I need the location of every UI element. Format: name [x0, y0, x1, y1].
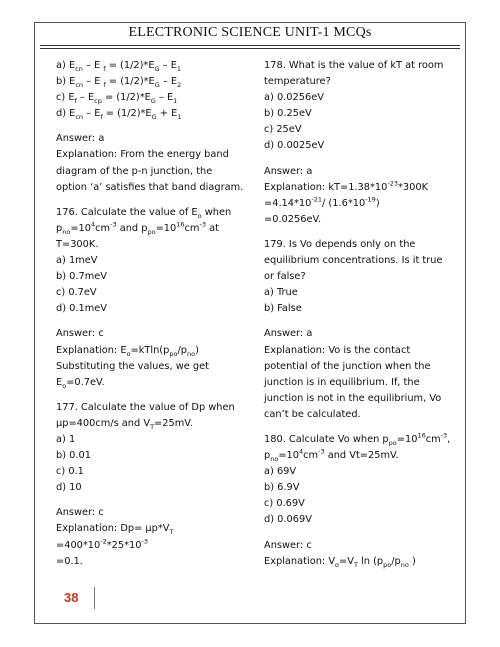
question-178: 178. What is the value of kT at room: [264, 60, 444, 71]
answer-line: Answer: a: [264, 328, 313, 340]
header-rule: [40, 45, 460, 46]
answer-line: Answer: a: [264, 165, 313, 177]
option-line: b) 0.25eV: [264, 108, 312, 120]
header-rule-thin: [40, 48, 460, 49]
explanation-line: Explanation: Vo is the contact: [264, 344, 411, 356]
option-line: b) 6.9V: [264, 482, 300, 494]
explanation-line: option ‘a’ satisfies that band diagram.: [56, 181, 244, 193]
explanation-line: =0.0256eV.: [264, 213, 322, 225]
answer-line: Answer: a: [56, 133, 105, 145]
answer-line: Answer: c: [56, 328, 104, 340]
question-180: 180. Calculate Vo when $p_{po}=10^{16}cm^{-3}$,: [264, 431, 451, 447]
option-line: c) 0.1: [56, 466, 84, 478]
option-line: d) 0.0025eV: [264, 140, 325, 152]
explanation-line: Explanation: $Dp= \mu p*V_T$: [56, 523, 174, 537]
option-line: c) 0.69V: [264, 498, 305, 510]
option-line: b) $E_{cn}$ – E $_f = (1/2)*E_G - E_2$: [56, 76, 182, 90]
answer-line: Answer: c: [264, 539, 312, 551]
question-179: 179. Is Vo depends only on the: [264, 238, 416, 250]
explanation-line: junction is not in the equilibrium, Vo: [264, 392, 442, 404]
option-line: b) 0.7meV: [56, 271, 108, 283]
option-line: d) 10: [56, 482, 82, 494]
explanation-line: Explanation: From the energy band: [56, 149, 229, 161]
option-line: c) 25eV: [264, 124, 302, 136]
option-line: a) 69V: [264, 466, 297, 478]
option-line: a) True: [264, 287, 298, 299]
option-line: a) 1: [56, 433, 76, 445]
question-177: µp=400cm/s and $V_T=25mV$.: [56, 417, 193, 431]
explanation-line: can’t be calculated.: [264, 408, 361, 420]
option-line: d) 0.1meV: [56, 303, 108, 315]
right-column: [264, 58, 450, 570]
option-line: a) 0.0256eV: [264, 92, 324, 104]
page-header-title: ELECTRONIC SCIENCE UNIT-1 MCQs: [128, 25, 372, 40]
option-line: b) False: [264, 303, 302, 315]
question-176: T=300K.: [56, 238, 99, 250]
explanation-line: Explanation: $E_o=kTln(p_{po}/p_{no})$: [56, 344, 199, 358]
question-179: equilibrium concentrations. Is it true: [264, 255, 443, 267]
option-line: b) 0.01: [56, 450, 91, 462]
question-177: 177. Calculate the value of Dp when: [56, 401, 235, 413]
question-176: 176. Calculate the value of $E_o$ when: [56, 206, 232, 220]
option-line: c) $E_f - E_{cp} = (1/2)*E_G - E_1$: [56, 92, 178, 106]
option-line: a) $E_{cn}$ – E $_f = (1/2)*E_G - E_1$: [56, 60, 182, 73]
option-line: d) 0.069V: [264, 514, 312, 526]
question-180: $p_{no}=10^4cm^{-3}$ and Vt=25mV.: [264, 447, 399, 464]
option-line: a) 1meV: [56, 255, 98, 267]
left-column: [56, 58, 243, 570]
explanation-line: $E_o=0.7eV$.: [56, 376, 105, 390]
explanation-line: potential of the junction when the: [264, 360, 431, 372]
answer-line: Answer: c: [56, 507, 104, 519]
explanation-line: $=400*10^{-2}*25*10^{-3}$: [56, 537, 148, 551]
explanation-line: junction is in equilibrium. If, the: [264, 376, 420, 388]
question-178: temperature?: [264, 76, 331, 88]
explanation-line: =0.1.: [56, 555, 83, 567]
footer-separator: [94, 587, 95, 609]
option-line: d) $E_{cn} - E_f = (1/2)*E_G + E_1$: [56, 108, 182, 122]
question-176: $p_{no}=10^4cm^{-3}$ and $p_{po}=10^{16}cm^{-3}$ at: [56, 220, 219, 236]
page-number: 38: [64, 590, 79, 605]
explanation-line: $=4.14*10^{-21}/$ $(1.6*10^{-19})$: [264, 195, 380, 209]
question-179: or false?: [264, 271, 306, 283]
explanation-line: diagram of the p-n junction, the: [56, 165, 213, 177]
explanation-line: Substituting the values, we get: [56, 360, 209, 372]
option-line: c) 0.7eV: [56, 287, 97, 299]
explanation-line: Explanation: $V_o=V_T$ $\ln (p_{po}/p_{no}$ ): [264, 555, 416, 569]
explanation-line: Explanation: $kT=1.38*10^{-23}*300K$: [264, 179, 429, 193]
